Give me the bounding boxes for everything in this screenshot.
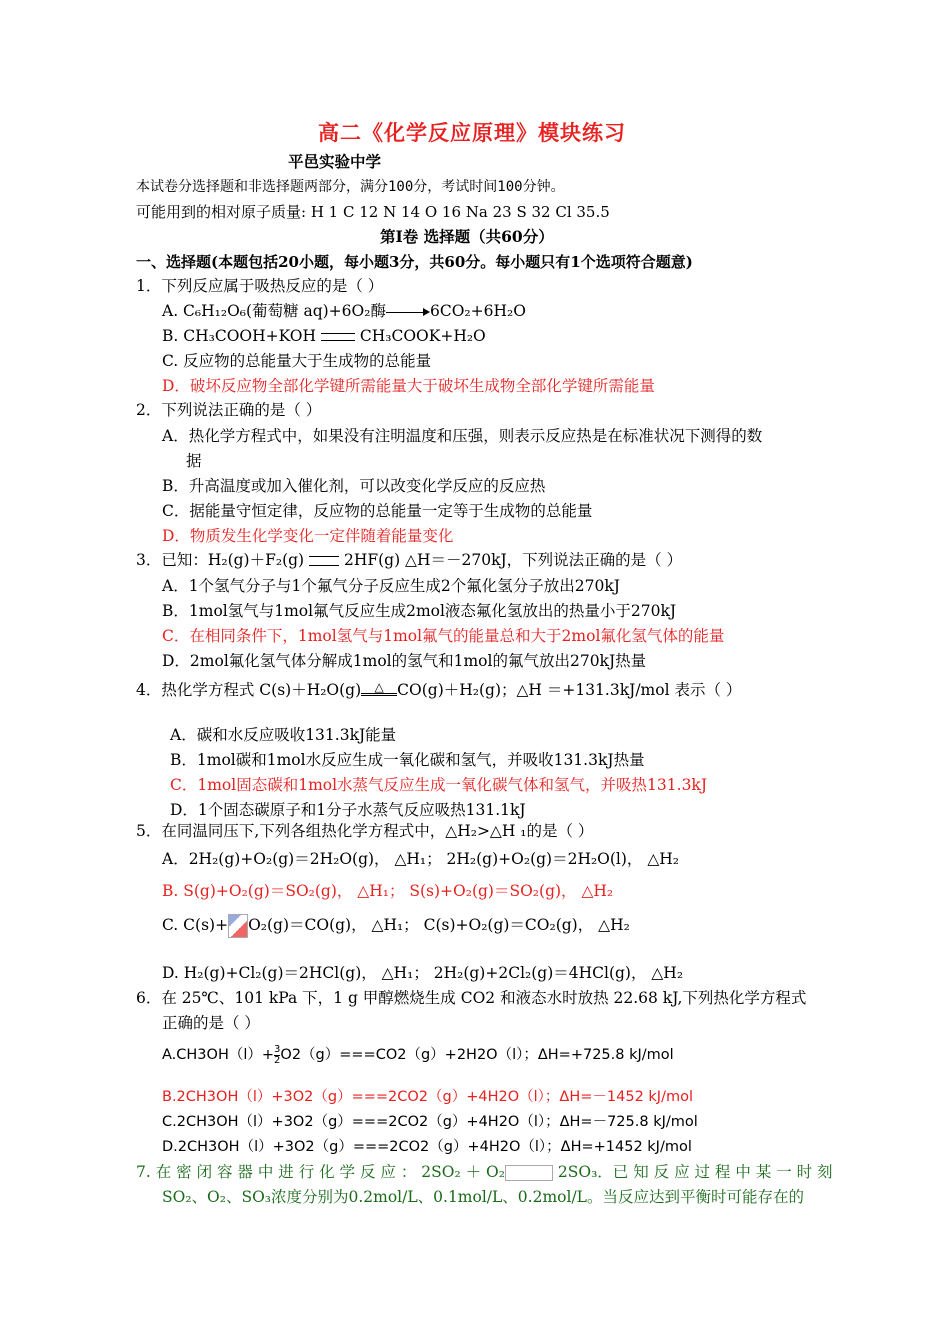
q1-a-catalyst: 酶 — [370, 302, 386, 320]
q4-option-d: D．1个固态碳原子和1分子水蒸气反应吸热131.1kJ — [170, 801, 526, 819]
q6-option-a — [162, 1044, 674, 1066]
q5-b-text: S(g)+O₂(g)＝SO₂(g)， △H₁； S(s)+O₂(g)＝SO₂(g)， △H₂ — [183, 882, 614, 900]
q3-option-a: A．1个氢气分子与1个氟气分子反应生成2个氟化氢分子放出270kJ — [162, 577, 620, 595]
q3-option-c: C．在相同条件下，1mol氢气与1mol氟气的能量总和大于2mol氟化氢气体的能量 — [162, 627, 725, 645]
section-title: 第Ⅰ卷 选择题（共60分） — [380, 227, 554, 246]
atomic-masses: 可能用到的相对原子质量: H 1 C 12 N 14 O 16 Na 23 S 32 Cl 35.5 — [136, 203, 610, 221]
q1-option-a — [162, 300, 526, 322]
q5-option-b — [162, 880, 613, 902]
q5-c-pre: C(s)+ — [183, 916, 229, 934]
page-title: 高二《化学反应原理》模块练习 — [318, 120, 626, 145]
q1-option-c: C. 反应物的总能量大于生成物的总能量 — [162, 352, 432, 370]
q2-option-b: B．升高温度或加入催化剂，可以改变化学反应的反应热 — [162, 477, 546, 495]
q4-option-a: A．碳和水反应吸收131.3kJ能量 — [170, 726, 397, 744]
q5-option-c — [162, 914, 630, 938]
q4-stem — [136, 679, 741, 701]
reversible-arrow-icon — [321, 333, 355, 341]
q6-option-d: D.2CH3OH（l）+3O2（g）===2CO2（g）+4H2O（l）；ΔH=+1452 kJ/mol — [162, 1139, 692, 1155]
q7-stem-line1 — [136, 1161, 833, 1183]
q3-stem-post: 2HF(g) △H＝－270kJ，下列说法正确的是（ ） — [343, 551, 683, 569]
q2-option-a-line1: A．热化学方程式中，如果没有注明温度和压强，则表示反应热是在标准状况下测得的数 — [162, 427, 763, 445]
q7-stem-line2: SO₂、O₂、SO₃浓度分别为0.2mol/L、0.1mol/L、0.2mol/L。当反应达到平衡时可能存在的 — [162, 1188, 804, 1206]
q4-stem-pre: 4．热化学方程式 C(s)＋H₂O(g) — [136, 681, 362, 699]
q5-d-label: D. — [162, 964, 179, 982]
q1-option-d: D．破坏反应物全部化学键所需能量大于破坏生成物全部化学键所需能量 — [162, 377, 655, 395]
q3-stem-pre: 3．已知：H₂(g)＋F₂(g) — [136, 551, 305, 569]
q5-stem: 5．在同温同压下,下列各组热化学方程式中，△H₂>△H ₁的是（ ） — [136, 822, 594, 840]
q1-a-pre: A. C₆H₁₂O₆(葡萄糖 aq)+6O₂ — [162, 302, 371, 320]
part-title: 一、选择题(本题包括20小题，每小题3分，共60分。每小题只有1个选项符合题意) — [136, 253, 693, 271]
q1-b-post: CH₃COOK+H₂O — [359, 327, 486, 345]
q2-option-d: D．物质发生化学变化一定伴随着能量变化 — [162, 527, 454, 545]
equilibrium-arrow-image-icon — [505, 1165, 553, 1181]
school-name: 平邑实验中学 — [288, 152, 382, 171]
broken-image-icon — [228, 914, 248, 938]
q5-c-post: O₂(g)＝CO(g)， △H₁； C(s)+O₂(g)＝CO₂(g)， △H₂ — [248, 916, 630, 934]
q2-stem: 2．下列说法正确的是（ ） — [136, 401, 322, 419]
q4-option-b: B．1mol碳和1mol水反应生成一氧化碳和氢气，并吸收131.3kJ热量 — [170, 751, 645, 769]
q1-option-b — [162, 325, 486, 347]
q3-option-b: B．1mol氢气与1mol氟气反应生成2mol液态氟化氢放出的热量小于270kJ — [162, 602, 677, 620]
q2-option-a-line2: 据 — [186, 452, 202, 470]
fraction-numerator: 3 — [274, 1043, 281, 1055]
fraction-denominator: 2 — [274, 1054, 281, 1066]
q3-option-d: D．2mol氟化氢气体分解成1mol的氢气和1mol的氟气放出270kJ热量 — [162, 652, 647, 670]
q6-stem-line1: 6．在 25℃、101 kPa 下，1 g 甲醇燃烧生成 CO2 和液态水时放热 22.68 kJ,下列热化学方程式 — [136, 989, 807, 1007]
q6-stem-line2: 正确的是（ ） — [162, 1014, 260, 1032]
q3-stem — [136, 549, 682, 571]
heat-triangle-icon: △ — [361, 681, 397, 696]
q7-stem-pre: 7. 在 密 闭 容 器 中 进 行 化 学 反 应 ： 2SO₂ ＋ O₂ — [136, 1163, 505, 1181]
q6-option-c: C.2CH3OH（l）+3O2（g）===2CO2（g）+4H2O（l）；ΔH=－725.8 kJ/mol — [162, 1114, 698, 1130]
q1-b-pre: B. CH₃COOH+KOH — [162, 327, 317, 345]
q2-option-c: C．据能量守恒定律，反应物的总能量一定等于生成物的总能量 — [162, 502, 593, 520]
q5-option-d — [162, 962, 683, 984]
q1-a-post: 6CO₂+6H₂O — [429, 302, 526, 320]
q6-a-pre: A.CH3OH（l）+ — [162, 1047, 275, 1063]
q4-stem-post: CO(g)＋H₂(g)；△H ＝+131.3kJ/mol 表示（ ） — [397, 681, 742, 699]
q4-option-c: C．1mol固态碳和1mol水蒸气反应生成一氧化碳气体和氢气，并吸热131.3kJ — [170, 776, 708, 794]
q5-option-a: A．2H₂(g)+O₂(g)＝2H₂O(g)， △H₁； 2H₂(g)+O₂(g)＝2H₂O(l)， △H₂ — [162, 850, 680, 868]
q5-d-text: H₂(g)+Cl₂(g)＝2HCl(g)， △H₁； 2H₂(g)+2Cl₂(g)＝4HCl(g)， △H₂ — [183, 964, 684, 982]
q5-b-label: B. — [162, 882, 179, 900]
q6-a-post: O2（g）===CO2（g）+2H2O（l）；ΔH=+725.8 kJ/mol — [280, 1047, 674, 1063]
q5-c-label: C. — [162, 916, 179, 934]
q1-stem: 1．下列反应属于吸热反应的是（ ） — [136, 277, 384, 295]
reaction-arrow-icon — [386, 306, 430, 318]
equals-sign-icon — [309, 556, 339, 566]
intro-text: 本试卷分选择题和非选择题两部分，满分100分，考试时间100分钟。 — [136, 179, 565, 195]
q7-stem-post: 2SO₃．已 知 反 应 过 程 中 某 一 时 刻 — [557, 1163, 833, 1181]
q6-option-b: B.2CH3OH（l）+3O2（g）===2CO2（g）+4H2O（l）；ΔH=－1452 kJ/mol — [162, 1089, 693, 1105]
